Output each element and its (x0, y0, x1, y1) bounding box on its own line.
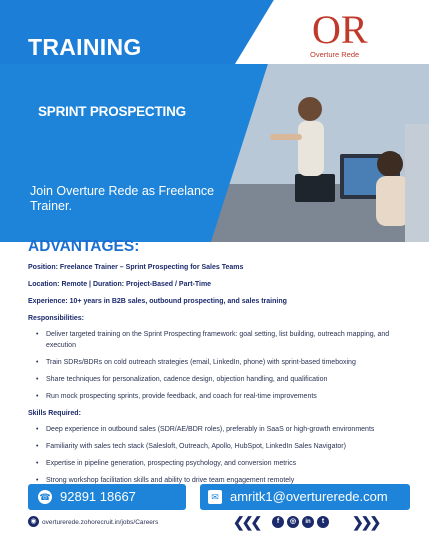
location-line: Location: Remote | Duration: Project-Based / Part-Time (28, 281, 212, 288)
list-item: • Familiarity with sales tech stack (Salesloft, Outreach, Apollo, HubSpot, LinkedIn Sales Navigator) (36, 441, 420, 452)
linkedin-icon[interactable]: in (302, 516, 314, 528)
email-contact[interactable] (200, 484, 410, 510)
list-item: • Expertise in pipeline generation, prospecting psychology, and conversion metrics (36, 458, 420, 469)
page-title: TRAINING (28, 34, 142, 60)
skills-list (28, 424, 420, 486)
chevron-right-icon: ❯❯❯ (352, 514, 379, 530)
twitter-icon[interactable]: t (317, 516, 329, 528)
phone-number: 92891 18667 (60, 489, 136, 504)
list-item: • Train SDRs/BDRs on cold outreach strategies (email, LinkedIn, phone) with sprint-based timeboxing (36, 357, 420, 368)
list-item: • Deep experience in outbound sales (SDR/AE/BDR roles), preferably in SaaS or high-growth environments (36, 424, 420, 435)
responsibilities-title: Responsibilities: (28, 315, 85, 322)
hero-subtitle: SPRINT PROSPECTING (38, 104, 186, 119)
email-address: amritk1@overturerede.com (230, 489, 388, 504)
email-icon: ✉ (208, 490, 222, 504)
website-link[interactable]: overturerede.zohorecruit.in/jobs/Careers (42, 519, 159, 526)
position-line: Position: Freelance Trainer – Sprint Prospecting for Sales Teams (28, 264, 244, 271)
globe-icon: ◉ (28, 516, 39, 527)
skills-title: Skills Required: (28, 410, 81, 417)
hero-tagline: Join Overture Rede as Freelance Trainer. (30, 184, 215, 213)
logo-text: Overture Rede (310, 50, 360, 59)
phone-icon: ☎ (39, 492, 51, 502)
instagram-icon[interactable]: ◎ (287, 516, 299, 528)
phone-contact[interactable] (28, 484, 186, 510)
list-item: • Run mock prospecting sprints, provide feedback, and coach for real-time improvements (36, 391, 420, 402)
responsibilities-list (28, 329, 420, 402)
list-item: • Share techniques for personalization, cadence design, objection handling, and qualification (36, 374, 420, 385)
list-item: • Strong workshop facilitation skills and ability to drive team engagement remotely (36, 475, 420, 486)
facebook-icon[interactable]: f (272, 516, 284, 528)
advantages-heading: ADVANTAGES: (28, 238, 140, 255)
logo-mark: OR (312, 7, 368, 52)
company-logo (302, 6, 374, 64)
job-details (28, 262, 420, 492)
chevron-left-icon: ❮❮❮ (233, 514, 260, 530)
list-item: • Deliver targeted training on the Sprint Prospecting framework: goal setting, list building, outreach mapping, and execution (36, 329, 420, 351)
experience-line: Experience: 10+ years in B2B sales, outbound prospecting, and sales training (28, 298, 287, 305)
